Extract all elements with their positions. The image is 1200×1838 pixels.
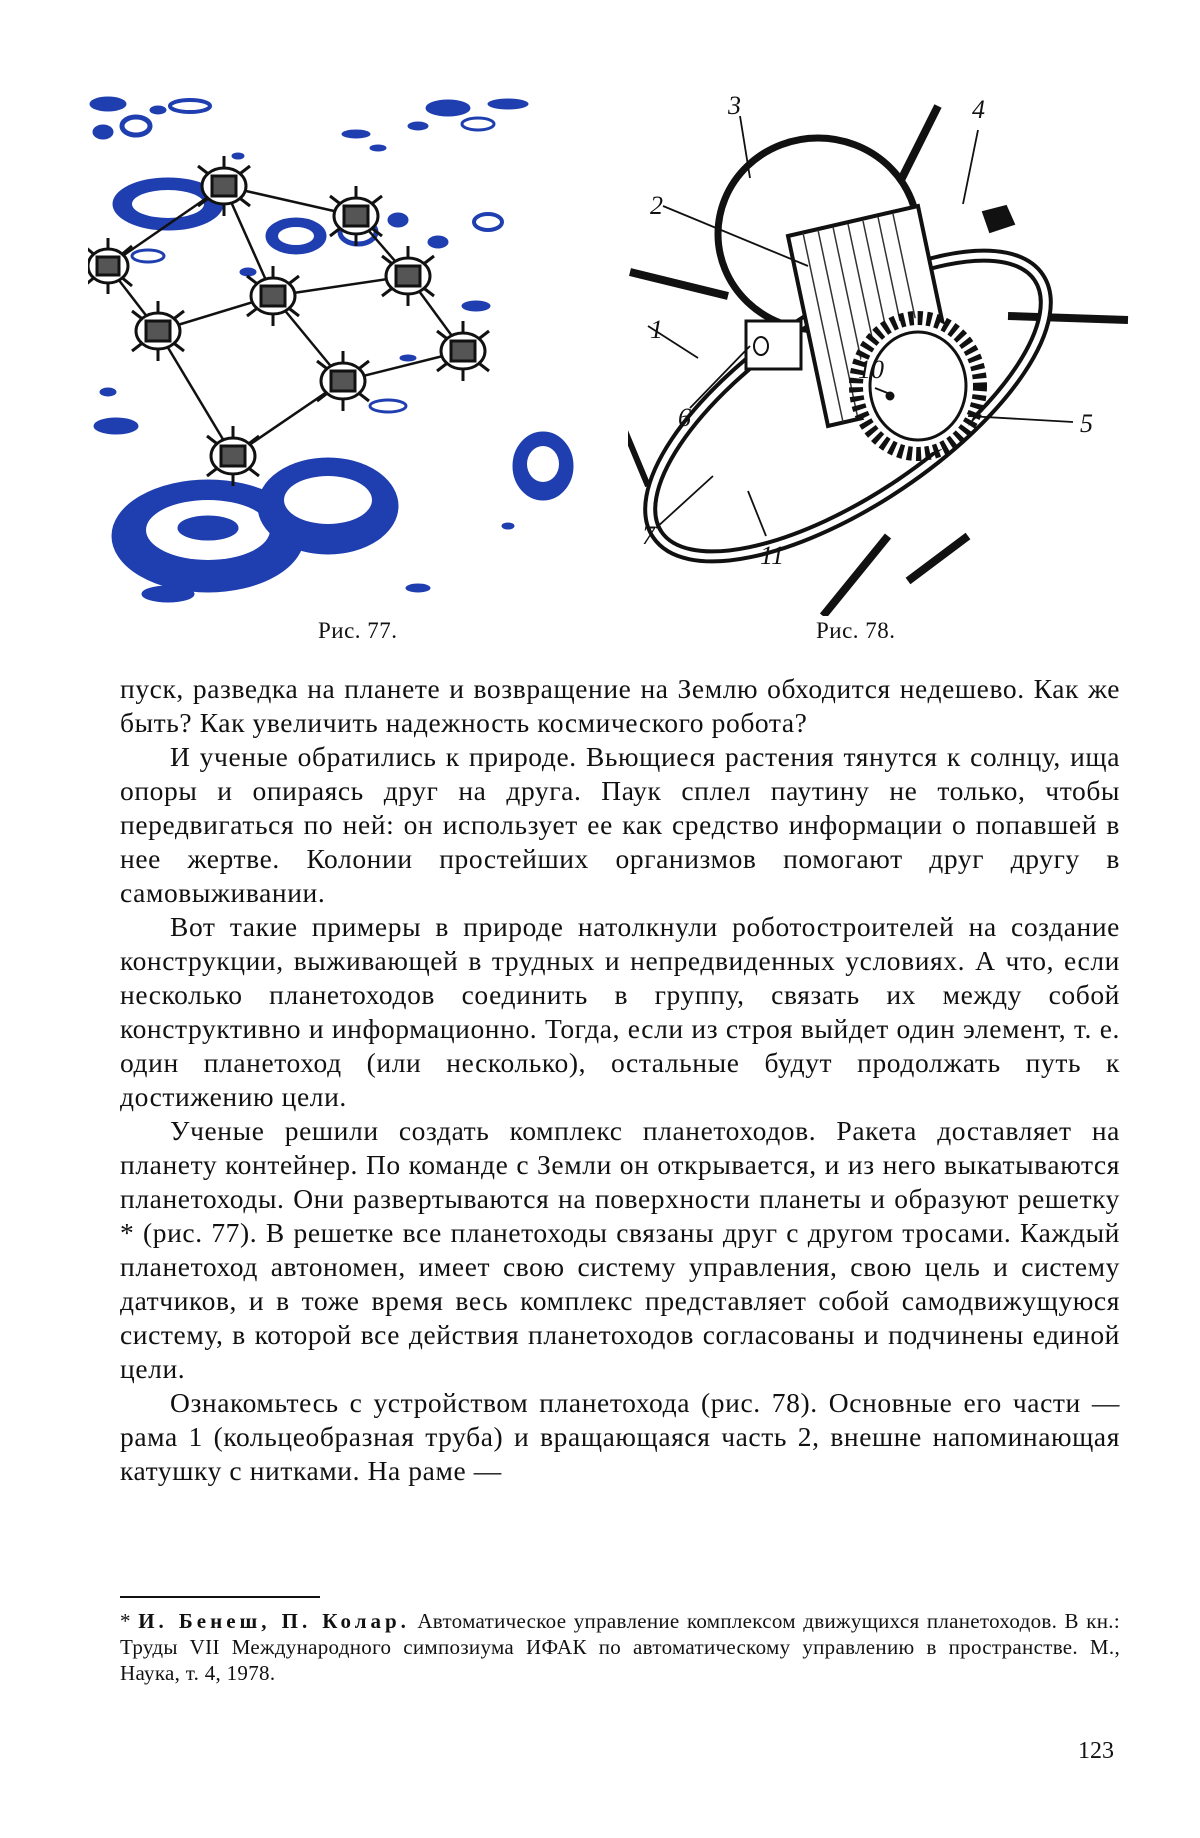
footnote-text: Автоматическое управление комплексом движущихся планетоходов. В кн.: Труды VII Международного симпозиума ИФАК по автоматическому управлению в пространстве. М., Наука, т. 4, 1978.: [120, 1609, 1120, 1685]
rover: [207, 426, 259, 486]
label-11: 11: [760, 541, 784, 570]
body-text: [120, 672, 1120, 1488]
figure-78-rover-device: [628, 96, 1148, 616]
footnote-authors: И. Бенеш, П. Колар.: [138, 1609, 410, 1633]
label-6: 6: [678, 403, 691, 432]
paragraph-1: пуск, разведка на планете и возвращение на Землю обходится недешево. Как же быть? Как увеличить надежность космического робота?: [120, 672, 1120, 740]
paragraph-3: Вот такие примеры в природе натолкнули роботостроителей на создание конструкции, выживающей в трудных и непредвиденных условиях. А что, если несколько планетоходов соединить в группу, связать их между собой конструктивно и информационно. Тогда, если из строя выйдет один элемент, т. е. один планетоход (или несколько), остальные будут продолжать путь к достижению цели.: [120, 910, 1120, 1114]
label-1: 1: [650, 315, 663, 344]
figure-77-rover-network: [88, 96, 598, 606]
paragraph-2: И ученые обратились к природе. Вьющиеся растения тянутся к солнцу, ища опоры и опираясь друг на друга. Паук сплел паутину не только, чтобы передвигаться по ней: он использует ее как средство информации о попавшей в нее жертве. Колонии простейших организмов помогают друг другу в самовыживании.: [120, 740, 1120, 910]
footnote-marker: *: [120, 1609, 131, 1633]
label-5: 5: [1080, 409, 1093, 438]
label-7: 7: [642, 521, 656, 550]
label-3: 3: [727, 96, 741, 120]
label-2: 2: [650, 191, 663, 220]
figure-77-caption: Рис. 77.: [318, 618, 398, 644]
paragraph-5: Ознакомьтесь с устройством планетохода (рис. 78). Основные его части — рама 1 (кольцеобразная труба) и вращающаяся часть 2, внешне напоминающая катушку с нитками. На раме —: [120, 1386, 1120, 1488]
footnote-divider: [120, 1596, 320, 1598]
paragraph-4: Ученые решили создать комплекс планетоходов. Ракета доставляет на планету контейнер. По команде с Земли он открывается, и из него выкатываются планетоходы. Они развертываются на поверхности планеты и образуют решетку * (рис. 77). В решетке все планетоходы связаны друг с другом тросами. Каждый планетоход автономен, имеет свою систему управления, свою цель и систему датчиков, и в тоже время весь комплекс представляет собой самодвижущуюся систему, в которой все действия планетоходов согласованы и подчинены единой цели.: [120, 1114, 1120, 1386]
label-4: 4: [972, 96, 985, 124]
rover: [132, 301, 184, 361]
figure-78-caption: Рис. 78.: [816, 618, 896, 644]
footnote: [120, 1608, 1120, 1686]
label-10: 10: [858, 355, 884, 384]
rover: [88, 238, 132, 294]
page-number: 123: [1078, 1738, 1114, 1765]
rover: [437, 321, 489, 381]
